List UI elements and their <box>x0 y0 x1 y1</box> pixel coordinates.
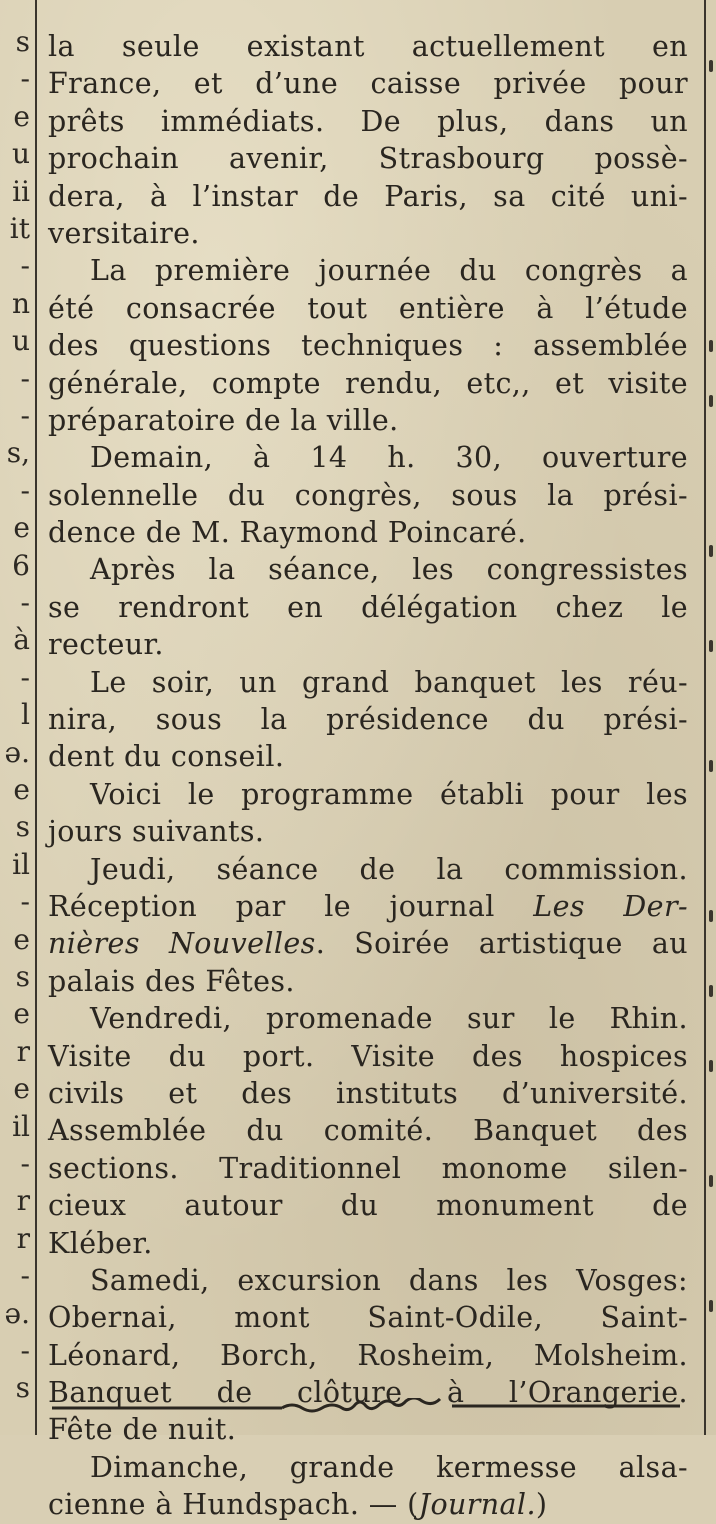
line-text: Jeudi, séance de la commission. <box>90 852 688 886</box>
column-rule-right <box>704 0 706 1435</box>
article-line <box>48 28 688 65</box>
adjacent-column-fragment: r <box>16 1184 30 1218</box>
adjacent-column-fragment: - <box>20 399 30 432</box>
line-text: Réception par le journal <box>48 889 534 923</box>
line-text: La première journée du congrès a <box>90 254 688 288</box>
adjacent-column-fragment: - <box>20 1334 30 1367</box>
line-text: ) <box>535 1488 548 1522</box>
article-line <box>48 140 688 177</box>
adjacent-column-fragment: s <box>15 810 30 844</box>
article-line <box>48 1299 688 1336</box>
line-text: cienne à Hundspach. — ( <box>48 1488 419 1522</box>
article-line <box>48 589 688 626</box>
adjacent-column-fragment: s <box>15 25 30 58</box>
adjacent-column-fragment: e <box>13 511 30 545</box>
adjacent-column-fragment: ə. <box>4 735 30 769</box>
adjacent-column-fragment: u <box>11 324 30 358</box>
adjacent-column-fragment: - <box>20 885 30 919</box>
article-line <box>48 1449 688 1486</box>
article-line <box>48 439 688 476</box>
article-line <box>48 925 688 962</box>
article-line <box>48 365 688 402</box>
adjacent-column-fragment: it <box>9 212 30 245</box>
article-line <box>48 477 688 514</box>
adjacent-column-fragment: s <box>15 1371 30 1405</box>
article-line <box>48 1187 688 1224</box>
wavy-rule-ornament-icon <box>52 1398 680 1418</box>
line-text: civils et des instituts d’université. <box>48 1076 688 1110</box>
adjacent-column-fragment: l <box>21 698 30 732</box>
article-line <box>48 1337 688 1374</box>
article-line <box>48 888 688 925</box>
italic-title: nières Nouvelles <box>48 927 316 961</box>
article-line <box>48 514 688 551</box>
adjacent-column-fragment: - <box>20 249 30 283</box>
article-line <box>48 402 688 439</box>
line-text: prêts immédiats. De plus, dans un <box>48 104 688 138</box>
line-text: Kléber. <box>48 1226 153 1260</box>
adjacent-column-fragment: e <box>13 773 30 806</box>
adjacent-column-fragment: e <box>13 997 30 1031</box>
adjacent-column-fragments <box>0 0 34 1435</box>
article-column <box>48 28 688 1524</box>
line-text: Banquet de clôture à l’Orangerie. <box>48 1376 688 1410</box>
article-line <box>48 215 688 252</box>
article-line <box>48 327 688 364</box>
line-text: Léonard, Borch, Rosheim, Molsheim. <box>48 1338 688 1372</box>
italic-title: Journal. <box>418 1488 536 1522</box>
article-line <box>48 738 688 775</box>
column-rule-left <box>35 0 37 1435</box>
adjacent-column-fragment: ii <box>12 174 30 208</box>
adjacent-column-fragment: - <box>20 586 30 619</box>
adjacent-column-fragment: - <box>20 62 30 96</box>
adjacent-column-fragment: il <box>12 847 30 881</box>
adjacent-column-fragment: e <box>13 922 30 956</box>
line-text: Visite du port. Visite des hospices <box>48 1039 688 1073</box>
line-text: Obernai, mont Saint-Odile, Saint- <box>48 1301 688 1335</box>
line-text: recteur. <box>48 628 164 662</box>
line-text: . Soirée artistique au <box>315 927 688 961</box>
line-text: Demain, à 14 h. 30, ouverture <box>90 441 688 475</box>
line-text: solennelle du congrès, sous la prési- <box>48 478 688 512</box>
line-text: nira, sous la présidence du prési- <box>48 703 688 737</box>
article-line <box>48 252 688 289</box>
adjacent-column-fragment: - <box>20 473 30 507</box>
article-line <box>48 701 688 738</box>
article-line <box>48 1262 688 1299</box>
article-line <box>48 1075 688 1112</box>
line-text: dera, à l’instar de Paris, sa cité uni- <box>48 179 688 213</box>
adjacent-column-fragment: s <box>15 960 30 993</box>
line-text: jours suivants. <box>48 815 265 849</box>
article-line <box>48 813 688 850</box>
adjacent-column-fragment: e <box>13 1072 30 1106</box>
line-text: sections. Traditionnel monome silen- <box>48 1151 688 1185</box>
adjacent-column-fragment: - <box>20 1259 30 1293</box>
italic-title: Les Der- <box>533 889 688 923</box>
adjacent-column-fragment: r <box>16 1034 30 1068</box>
line-text: Fête de nuit. <box>48 1413 237 1447</box>
line-text: Après la séance, les congressistes <box>90 553 688 587</box>
line-text: générale, compte rendu, etc,, et visite <box>48 366 688 400</box>
line-text: Voici le programme établi pour les <box>90 777 688 811</box>
line-text: se rendront en délégation chez le <box>48 590 688 624</box>
article-line <box>48 664 688 701</box>
article-line <box>48 1000 688 1037</box>
line-text: Assemblée du comité. Banquet des <box>48 1114 688 1148</box>
line-text: Dimanche, grande kermesse alsa- <box>90 1450 688 1484</box>
line-text: Vendredi, promenade sur le Rhin. <box>90 1002 688 1036</box>
adjacent-column-fragment: n <box>11 286 30 320</box>
adjacent-column-fragment: 6 <box>12 548 30 582</box>
adjacent-column-fragment: - <box>20 660 30 694</box>
article-line <box>48 290 688 327</box>
article-line <box>48 1225 688 1262</box>
line-text: Le soir, un grand banquet les réu- <box>90 665 688 699</box>
article-line <box>48 65 688 102</box>
line-text: préparatoire de la ville. <box>48 403 399 437</box>
line-text: prochain avenir, Strasbourg possè- <box>48 142 688 176</box>
line-text: dence de M. Raymond Poincaré. <box>48 516 527 550</box>
article-line <box>48 1150 688 1187</box>
adjacent-column-fragment: - <box>20 361 30 395</box>
article-line <box>48 626 688 663</box>
article-line <box>48 1038 688 1075</box>
adjacent-column-fragment: r <box>16 1221 30 1255</box>
line-text: palais des Fêtes. <box>48 964 295 998</box>
adjacent-column-fragment: - <box>20 1147 30 1180</box>
article-line <box>48 776 688 813</box>
line-text: France, et d’une caisse privée pour <box>48 67 688 101</box>
line-text: dent du conseil. <box>48 740 285 774</box>
article-line <box>48 1112 688 1149</box>
adjacent-column-fragment: s, <box>6 436 30 470</box>
adjacent-column-edge <box>708 0 716 1435</box>
adjacent-column-fragment: u <box>11 137 30 171</box>
line-text: des questions techniques : assemblée <box>48 329 688 363</box>
article-line <box>48 851 688 888</box>
article-line <box>48 178 688 215</box>
line-text: été consacrée tout entière à l’étude <box>48 291 688 325</box>
line-text: Samedi, excursion dans les Vosges: <box>90 1263 688 1297</box>
article-line <box>48 551 688 588</box>
adjacent-column-fragment: ə. <box>4 1296 30 1330</box>
line-text: cieux autour du monument de <box>48 1189 688 1223</box>
adjacent-column-fragment: à <box>13 623 30 657</box>
article-line <box>48 1486 688 1523</box>
line-text: la seule existant actuellement en <box>48 30 688 63</box>
line-text: versitaire. <box>48 216 200 250</box>
article-line <box>48 963 688 1000</box>
adjacent-column-fragment: e <box>13 99 30 133</box>
adjacent-column-fragment: il <box>12 1109 30 1143</box>
article-line <box>48 103 688 140</box>
